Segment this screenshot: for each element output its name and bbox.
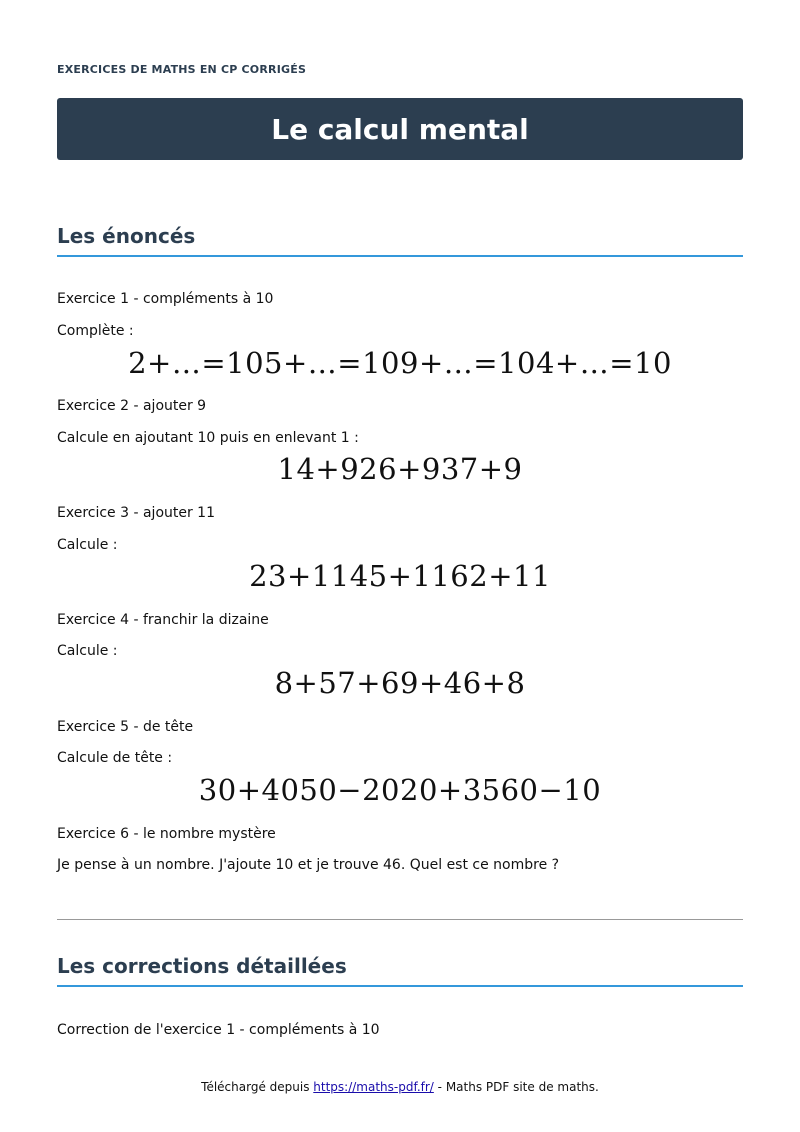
page-title: Le calcul mental [271, 112, 529, 146]
page-footer [0, 1080, 800, 1094]
exercise-4-math: 8+57+69+46+8 [274, 666, 526, 700]
exercise-1-title: Exercice 1 - compléments à 10 [57, 291, 274, 307]
exercise-2-instruction: Calcule en ajoutant 10 puis en enlevant 1 : [57, 430, 359, 446]
page-kicker: EXERCICES DE MATHS EN CP CORRIGÉS [57, 63, 307, 76]
exercise-6-instruction: Je pense à un nombre. J'ajoute 10 et je trouve 46. Quel est ce nombre ? [57, 857, 560, 873]
section-divider [57, 919, 743, 920]
exercise-4-title: Exercice 4 - franchir la dizaine [57, 612, 269, 628]
statements-section-header [57, 224, 743, 257]
exercise-5-title: Exercice 5 - de tête [57, 719, 194, 735]
statements-heading: Les énoncés [57, 224, 196, 248]
footer-suffix: - Maths PDF site de maths. [437, 1080, 599, 1094]
exercise-2-math: 14+926+937+9 [277, 452, 523, 486]
footer-prefix: Téléchargé depuis [201, 1080, 310, 1094]
corrections-section-header [57, 954, 743, 987]
footer-link[interactable]: https://maths-pdf.fr/ [313, 1080, 434, 1094]
exercise-5-math: 30+4050−2020+3560−10 [198, 773, 602, 807]
exercise-3-math: 23+1145+1162+11 [249, 559, 551, 593]
exercise-6-title: Exercice 6 - le nombre mystère [57, 826, 276, 842]
exercise-5-instruction: Calcule de tête : [57, 750, 173, 766]
title-banner [57, 98, 743, 160]
exercise-1-instruction: Complète : [57, 323, 134, 339]
exercise-4-instruction: Calcule : [57, 643, 118, 659]
exercise-3-title: Exercice 3 - ajouter 11 [57, 505, 215, 521]
correction-1-title: Correction de l'exercice 1 - compléments à 10 [57, 1022, 380, 1038]
corrections-heading: Les corrections détaillées [57, 954, 347, 978]
exercise-1-math: 2+…=105+…=109+…=104+…=10 [128, 346, 672, 380]
exercise-3-instruction: Calcule : [57, 537, 118, 553]
exercise-2-title: Exercice 2 - ajouter 9 [57, 398, 207, 414]
